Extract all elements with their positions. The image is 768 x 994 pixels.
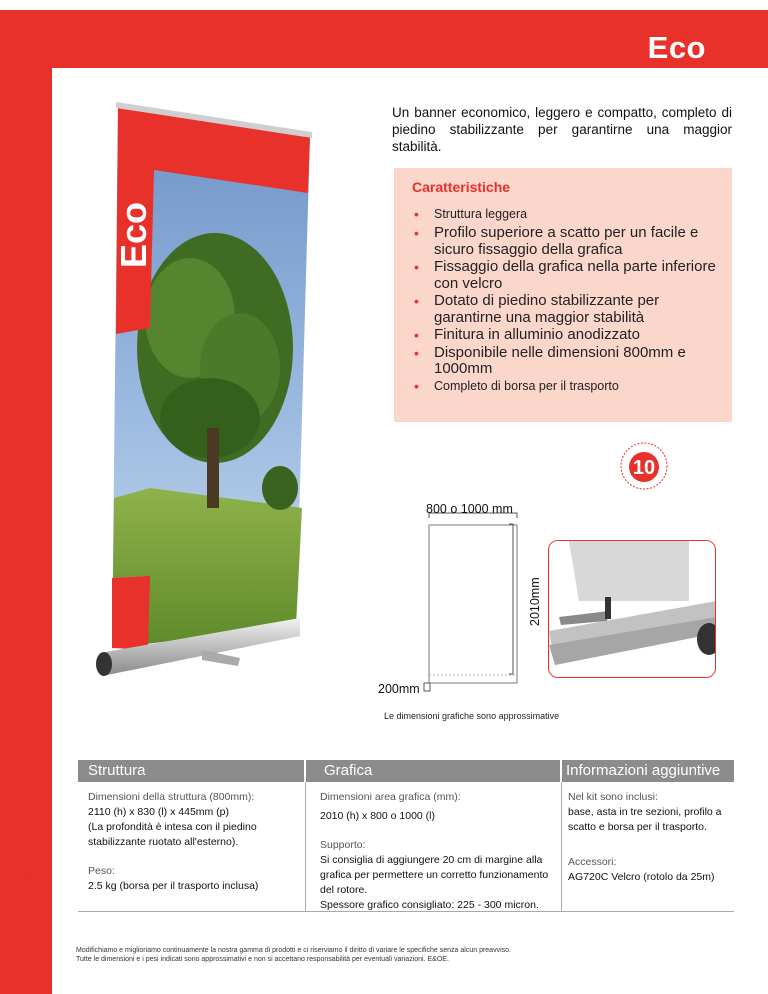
features-box: [394, 168, 732, 422]
struttura-column: [88, 790, 293, 894]
width-label: 800 o 1000 mm: [426, 502, 513, 516]
intro-text: Un banner economico, leggero e compatto, completo di piedino stabilizzante per garantirne una maggior stabilità.: [392, 105, 732, 154]
accessories-value: AG720C Velcro (rotolo da 25m): [568, 871, 715, 883]
warranty-badge-icon: [620, 442, 668, 490]
feature-item: • Finitura in alluminio anodizzato: [412, 327, 722, 344]
table-header-struttura: Struttura: [78, 760, 304, 782]
feature-item: • Profilo superiore a scatto per un facile e sicuro fissaggio della grafica: [412, 225, 722, 258]
structure-dim-value: 2110 (h) x 830 (l) x 445mm (p): [88, 806, 230, 818]
features-list: [412, 207, 722, 397]
features-title: Caratteristiche: [412, 179, 511, 195]
dimension-note: Le dimensioni grafiche sono approssimative: [384, 711, 560, 721]
feature-item: • Disponibile nelle dimensioni 800mm e 1000mm: [412, 345, 722, 378]
weight-label: Peso:: [88, 865, 115, 877]
depth-label: 200mm: [378, 682, 420, 696]
banner-product-image: [90, 98, 320, 688]
table-header-info: Informazioni aggiuntive: [562, 760, 734, 782]
accessories-label: Accessori:: [568, 856, 617, 868]
info-column: [568, 790, 730, 885]
revision-label: REV 3 12/07: [23, 863, 34, 920]
left-accent-bar: [0, 10, 52, 994]
base-detail-photo: [548, 540, 716, 678]
feature-item: • Struttura leggera: [412, 207, 722, 222]
banner-brand-text: Eco: [113, 201, 154, 268]
feature-item: • Completo di borsa per il trasporto: [412, 379, 722, 394]
height-label: 2010mm: [528, 577, 542, 626]
column-divider: [305, 782, 306, 912]
badge-number: 10: [632, 457, 656, 479]
graphic-area-label: Dimensioni area grafica (mm):: [320, 791, 461, 803]
footer-line-1: Modifichiamo e miglioriamo continuamente la nostra gamma di prodotti e ci riserviamo il diritto di variare le specifiche senza alcun preavviso.: [76, 947, 511, 954]
footer-line-2: Tutte le dimensioni e i pesi indicati sono approssimativi e non si accettano responsabilità per eventuali variazioni. E&OE.: [76, 956, 449, 963]
page-title: Eco: [647, 30, 706, 65]
structure-dim-label: Dimensioni della struttura (800mm):: [88, 791, 255, 803]
structure-dim-note: (La profondità è intesa con il piedino stabilizzante ruotato all'esterno).: [88, 821, 257, 848]
support-value: Si consiglia di aggiungere 20 cm di margine alla grafica per permettere un corretto funzionamento del rotore.: [320, 854, 549, 896]
graphic-area-value: 2010 (h) x 800 o 1000 (l): [320, 810, 435, 822]
dimension-diagram: [420, 512, 530, 694]
support-label: Supporto:: [320, 839, 366, 851]
kit-value: base, asta in tre sezioni, profilo a scatto e borsa per il trasporto.: [568, 806, 722, 833]
grafica-column: [320, 790, 554, 913]
feature-item: • Dotato di piedino stabilizzante per garantirne una maggior stabilità: [412, 293, 722, 326]
column-divider: [561, 782, 562, 912]
footer-disclaimer: [76, 946, 511, 964]
thickness-value: Spessore grafico consigliato: 225 - 300 micron.: [320, 899, 539, 911]
weight-value: 2.5 kg (borsa per il trasporto inclusa): [88, 880, 259, 892]
feature-item: • Fissaggio della grafica nella parte inferiore con velcro: [412, 259, 722, 292]
table-header-grafica: Grafica: [306, 760, 560, 782]
kit-label: Nel kit sono inclusi:: [568, 791, 658, 803]
